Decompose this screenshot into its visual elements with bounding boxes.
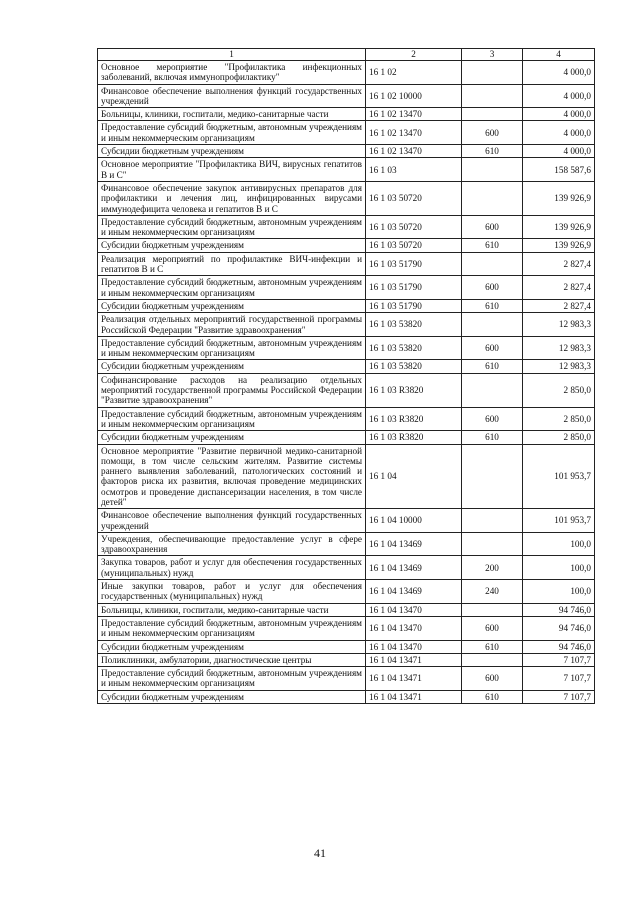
table-row: [98, 121, 595, 145]
row-name-cell: Субсидии бюджетным учреждениям: [98, 690, 366, 703]
row-code-cell: 16 1 02 13470: [366, 121, 462, 145]
row-amount-cell: 100,0: [523, 556, 595, 580]
row-code-cell: 16 1 02 10000: [366, 84, 462, 108]
row-amount-cell: 2 850,0: [523, 407, 595, 431]
table-row: [98, 313, 595, 337]
table-row: [98, 580, 595, 604]
table-body: [98, 61, 595, 704]
table-row: [98, 509, 595, 533]
row-code-cell: 16 1 03 50720: [366, 239, 462, 252]
row-type-cell: [462, 84, 523, 108]
row-amount-cell: 94 746,0: [523, 616, 595, 640]
row-name-cell: Предоставление субсидий бюджетным, автономным учреждениям и иным некоммерческим организациям: [98, 276, 366, 300]
row-code-cell: 16 1 04: [366, 444, 462, 509]
row-name-cell: Учреждения, обеспечивающие предоставление услуг в сфере здравоохранения: [98, 532, 366, 556]
row-amount-cell: 4 000,0: [523, 84, 595, 108]
row-code-cell: 16 1 03: [366, 158, 462, 182]
row-type-cell: 600: [462, 407, 523, 431]
row-amount-cell: 12 983,3: [523, 336, 595, 360]
row-code-cell: 16 1 04 13470: [366, 616, 462, 640]
row-amount-cell: 12 983,3: [523, 360, 595, 373]
row-name-cell: Основное мероприятие "Развитие первичной медико-санитарной помощи, в том числе сельским жителям. Развитие системы раннего выявления заболеваний, патологических состояний и факторов риска их развития, включая проведение медицинских осмотров и проведение диспансеризации населения, в том числе детей": [98, 444, 366, 509]
row-amount-cell: 4 000,0: [523, 61, 595, 85]
row-name-cell: Софинансирование расходов на реализацию отдельных мероприятий государственной программы Российской Федерации "Развитие здравоохранения": [98, 373, 366, 407]
row-name-cell: Предоставление субсидий бюджетным, автономным учреждениям и иным некоммерческим организациям: [98, 215, 366, 239]
column-header-type: 3: [462, 49, 523, 61]
row-name-cell: Субсидии бюджетным учреждениям: [98, 640, 366, 653]
row-code-cell: 16 1 04 13471: [366, 690, 462, 703]
row-amount-cell: 2 850,0: [523, 431, 595, 444]
table-row: [98, 299, 595, 312]
table-row: [98, 640, 595, 653]
row-code-cell: 16 1 03 53820: [366, 313, 462, 337]
row-amount-cell: 2 827,4: [523, 276, 595, 300]
row-type-cell: [462, 181, 523, 215]
budget-table: [97, 48, 595, 704]
table-row: [98, 61, 595, 85]
row-code-cell: 16 1 03 53820: [366, 360, 462, 373]
row-type-cell: [462, 532, 523, 556]
row-amount-cell: 158 587,6: [523, 158, 595, 182]
row-type-cell: 610: [462, 690, 523, 703]
table-row: [98, 181, 595, 215]
row-type-cell: 610: [462, 145, 523, 158]
row-code-cell: 16 1 04 10000: [366, 509, 462, 533]
row-type-cell: 600: [462, 215, 523, 239]
column-header-amount: 4: [523, 49, 595, 61]
row-type-cell: [462, 653, 523, 666]
table-row: [98, 532, 595, 556]
row-amount-cell: 139 926,9: [523, 239, 595, 252]
row-name-cell: Закупка товаров, работ и услуг для обеспечения государственных (муниципальных) нужд: [98, 556, 366, 580]
row-code-cell: 16 1 04 13470: [366, 640, 462, 653]
table-row: [98, 108, 595, 121]
row-type-cell: [462, 61, 523, 85]
row-type-cell: [462, 158, 523, 182]
column-header-code: 2: [366, 49, 462, 61]
row-name-cell: Больницы, клиники, госпитали, медико-санитарные части: [98, 603, 366, 616]
table-row: [98, 84, 595, 108]
row-name-cell: Предоставление субсидий бюджетным, автономным учреждениям и иным некоммерческим организациям: [98, 336, 366, 360]
row-type-cell: 600: [462, 616, 523, 640]
page-number: 41: [314, 846, 326, 860]
table-row: [98, 690, 595, 703]
row-code-cell: 16 1 04 13471: [366, 667, 462, 691]
table-row: [98, 252, 595, 276]
row-type-cell: 240: [462, 580, 523, 604]
row-name-cell: Предоставление субсидий бюджетным, автономным учреждениям и иным некоммерческим организациям: [98, 121, 366, 145]
row-name-cell: Финансовое обеспечение выполнения функций государственных учреждений: [98, 509, 366, 533]
table-row: [98, 603, 595, 616]
row-name-cell: Реализация отдельных мероприятий государственной программы Российской Федерации "Развитие здравоохранения": [98, 313, 366, 337]
row-type-cell: [462, 373, 523, 407]
row-amount-cell: 2 827,4: [523, 299, 595, 312]
row-code-cell: 16 1 02 13470: [366, 145, 462, 158]
row-type-cell: 200: [462, 556, 523, 580]
row-code-cell: 16 1 03 51790: [366, 252, 462, 276]
column-header-name: 1: [98, 49, 366, 61]
table-row: [98, 444, 595, 509]
row-type-cell: 600: [462, 667, 523, 691]
row-code-cell: 16 1 03 51790: [366, 299, 462, 312]
table-row: [98, 431, 595, 444]
row-name-cell: Субсидии бюджетным учреждениям: [98, 145, 366, 158]
row-code-cell: 16 1 03 R3820: [366, 431, 462, 444]
table-row: [98, 145, 595, 158]
row-name-cell: Больницы, клиники, госпитали, медико-санитарные части: [98, 108, 366, 121]
row-amount-cell: 101 953,7: [523, 509, 595, 533]
row-name-cell: Предоставление субсидий бюджетным, автономным учреждениям и иным некоммерческим организациям: [98, 616, 366, 640]
table-row: [98, 239, 595, 252]
row-type-cell: [462, 509, 523, 533]
row-code-cell: 16 1 03 R3820: [366, 407, 462, 431]
table-row: [98, 215, 595, 239]
row-type-cell: 610: [462, 299, 523, 312]
row-name-cell: Поликлиники, амбулатории, диагностические центры: [98, 653, 366, 666]
row-name-cell: Основное мероприятие "Профилактика ВИЧ, вирусных гепатитов В и С": [98, 158, 366, 182]
row-amount-cell: 7 107,7: [523, 667, 595, 691]
row-name-cell: Реализация мероприятий по профилактике ВИЧ-инфекции и гепатитов В и С: [98, 252, 366, 276]
row-type-cell: 600: [462, 336, 523, 360]
row-type-cell: [462, 108, 523, 121]
row-amount-cell: 2 850,0: [523, 373, 595, 407]
row-type-cell: [462, 252, 523, 276]
row-name-cell: Основное мероприятие "Профилактика инфекционных заболеваний, включая иммунопрофилактику": [98, 61, 366, 85]
row-name-cell: Субсидии бюджетным учреждениям: [98, 360, 366, 373]
row-amount-cell: 7 107,7: [523, 653, 595, 666]
row-type-cell: 610: [462, 431, 523, 444]
table-row: [98, 276, 595, 300]
table-row: [98, 336, 595, 360]
row-name-cell: Финансовое обеспечение закупок антивирусных препаратов для профилактики и лечения лиц, инфицированных вирусами иммунодефицита человека и гепатитов В и С: [98, 181, 366, 215]
row-amount-cell: 139 926,9: [523, 181, 595, 215]
table-row: [98, 556, 595, 580]
row-amount-cell: 2 827,4: [523, 252, 595, 276]
row-amount-cell: 94 746,0: [523, 603, 595, 616]
row-name-cell: Предоставление субсидий бюджетным, автономным учреждениям и иным некоммерческим организациям: [98, 407, 366, 431]
table-row: [98, 373, 595, 407]
row-code-cell: 16 1 03 51790: [366, 276, 462, 300]
row-code-cell: 16 1 02: [366, 61, 462, 85]
row-amount-cell: 4 000,0: [523, 121, 595, 145]
row-type-cell: 610: [462, 360, 523, 373]
row-amount-cell: 12 983,3: [523, 313, 595, 337]
row-code-cell: 16 1 04 13470: [366, 603, 462, 616]
row-type-cell: [462, 603, 523, 616]
table-row: [98, 616, 595, 640]
table-row: [98, 407, 595, 431]
row-name-cell: Иные закупки товаров, работ и услуг для обеспечения государственных (муниципальных) нужд: [98, 580, 366, 604]
row-code-cell: 16 1 03 53820: [366, 336, 462, 360]
row-type-cell: 600: [462, 276, 523, 300]
row-type-cell: 600: [462, 121, 523, 145]
row-code-cell: 16 1 04 13469: [366, 532, 462, 556]
row-name-cell: Субсидии бюджетным учреждениям: [98, 299, 366, 312]
row-name-cell: Финансовое обеспечение выполнения функций государственных учреждений: [98, 84, 366, 108]
row-code-cell: 16 1 04 13469: [366, 580, 462, 604]
row-amount-cell: 101 953,7: [523, 444, 595, 509]
row-name-cell: Субсидии бюджетным учреждениям: [98, 431, 366, 444]
row-type-cell: [462, 444, 523, 509]
row-code-cell: 16 1 04 13469: [366, 556, 462, 580]
row-name-cell: Предоставление субсидий бюджетным, автономным учреждениям и иным некоммерческим организациям: [98, 667, 366, 691]
table-header-row: [98, 49, 595, 61]
row-type-cell: 610: [462, 640, 523, 653]
row-code-cell: 16 1 04 13471: [366, 653, 462, 666]
table-row: [98, 158, 595, 182]
row-amount-cell: 7 107,7: [523, 690, 595, 703]
row-type-cell: [462, 313, 523, 337]
row-amount-cell: 4 000,0: [523, 108, 595, 121]
row-code-cell: 16 1 03 50720: [366, 181, 462, 215]
row-amount-cell: 100,0: [523, 580, 595, 604]
row-amount-cell: 100,0: [523, 532, 595, 556]
row-code-cell: 16 1 03 R3820: [366, 373, 462, 407]
row-amount-cell: 94 746,0: [523, 640, 595, 653]
table-row: [98, 667, 595, 691]
table-row: [98, 360, 595, 373]
row-code-cell: 16 1 02 13470: [366, 108, 462, 121]
row-type-cell: 610: [462, 239, 523, 252]
row-code-cell: 16 1 03 50720: [366, 215, 462, 239]
table-row: [98, 653, 595, 666]
row-name-cell: Субсидии бюджетным учреждениям: [98, 239, 366, 252]
row-amount-cell: 139 926,9: [523, 215, 595, 239]
row-amount-cell: 4 000,0: [523, 145, 595, 158]
